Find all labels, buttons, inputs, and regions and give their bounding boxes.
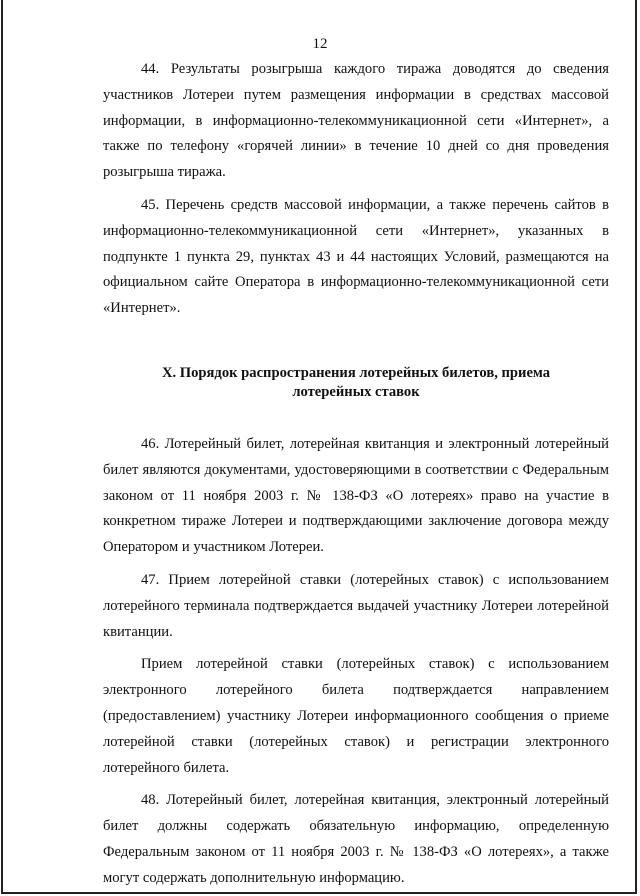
paragraph-47: 47. Прием лотерейной ставки (лотерейных ставок) с использованием лотерейного терминала подтверждается выдачей участнику Лотереи лотерейной квитанции. [103, 571, 609, 640]
section-heading-line-2: лотерейных ставок [292, 383, 420, 400]
paragraph-48: 48. Лотерейный билет, лотерейная квитанция, электронный лотерейный билет должны содержать обязательную информацию, определенную Федеральным законом от 11 ноября 2003 г. № 138-ФЗ «О лотереях», а также могут содержать дополнительную информацию. [103, 792, 609, 886]
paragraph-47-continued: Прием лотерейной ставки (лотерейных ставок) с использованием электронного лотерейного билета подтверждается направлением (предоставлением) участнику Лотереи информационного сообщения о приеме лотерейной ставки (лотерейных ставок) и регистрации электронного лотерейного билета. [103, 656, 609, 776]
page-number: 12 [312, 36, 328, 52]
paragraph-45: 45. Перечень средств массовой информации, а также перечень сайтов в информационно-телекоммуникационной сети «Интернет», указанных в подпункте 1 пункта 29, пунктах 43 и 44 настоящих Условий, размещаются на официальном сайте Оператора в информационно-телекоммуникационной сети «Интернет». [103, 196, 609, 317]
paragraph-46: 46. Лотерейный билет, лотерейная квитанция и электронный лотерейный билет являются документами, удостоверяющими в соответствии с Федеральным законом от 11 ноября 2003 г. № 138-ФЗ «О лотереях» право на участие в конкретном тираже Лотереи и подтверждающими заключение договора между Оператором и участником Лотереи. [103, 435, 609, 556]
section-heading [103, 364, 609, 402]
document-body [103, 57, 609, 892]
paragraph-44: 44. Результаты розыгрыша каждого тиража доводятся до сведения участников Лотереи путем размещения информации в средствах массовой информации, в информационно-телекоммуникационной сети «Интернет», а также по телефону «горячей линии» в течение 10 дней со дня проведения розыгрыша тиража. [103, 61, 609, 181]
section-heading-line-1: X. Порядок распространения лотерейных билетов, приема [161, 364, 551, 381]
